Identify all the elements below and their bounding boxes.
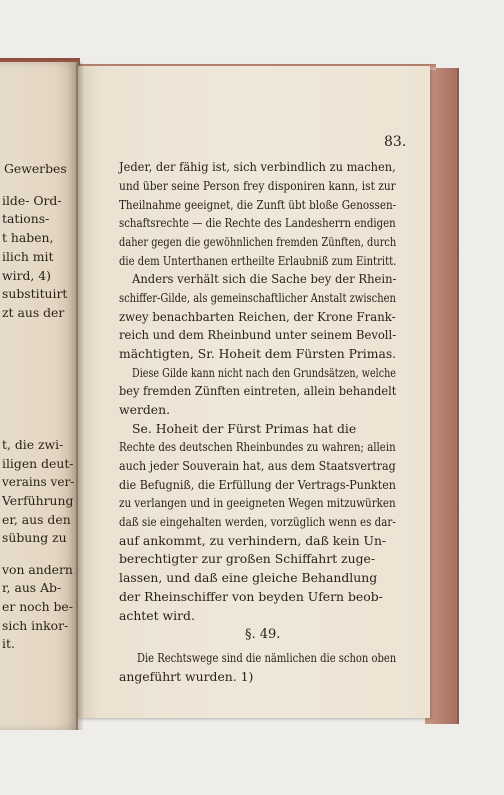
text-line: achtet wird.	[119, 608, 195, 623]
text-line: Rechte des deutschen Rheinbundes zu wahren; allein	[119, 439, 396, 454]
text-line: die dem Unterthanen ertheilte Erlaubniß zum Eintritt.	[119, 253, 397, 268]
left-page-line: it.	[2, 636, 15, 651]
text-line: Anders verhält sich die Sache bey der Rhein-	[132, 271, 397, 286]
left-page-line: iligen deut-	[2, 456, 74, 471]
left-page-line: t haben,	[2, 230, 54, 245]
left-page-line: er, aus den	[2, 512, 71, 527]
text-line: schiffer-Gilde, als gemeinschaftlicher Anstalt zwischen	[119, 290, 396, 305]
text-line: und über seine Person frey disponiren kann, ist zur	[119, 178, 396, 193]
left-page-line: verains ver-	[2, 474, 75, 489]
text-line: daß sie eingehalten werden, vorzüglich wenn es dar-	[119, 514, 396, 529]
left-page-line: ilde- Ord-	[2, 193, 62, 208]
text-line: werden.	[119, 402, 171, 417]
book-cover-edge	[425, 68, 459, 724]
text-line: reich und dem Rheinbund unter seinem Bevoll-	[119, 327, 397, 342]
text-line: lassen, und daß eine gleiche Behandlung	[119, 570, 378, 585]
left-page-line: r, aus Ab-	[2, 580, 62, 595]
section-heading: §. 49.	[245, 627, 281, 642]
left-page-line: zt aus der	[2, 305, 65, 320]
text-line: Se. Hoheit der Fürst Primas hat die	[132, 421, 357, 436]
left-page-line: Verführung	[2, 493, 74, 508]
text-line: berechtigter zur großen Schiffahrt zuge-	[119, 551, 376, 566]
book-gutter	[76, 62, 84, 730]
text-line: der Rheinschiffer von beyden Ufern beob-	[119, 589, 383, 604]
text-line: bey fremden Zünften eintreten, allein behandelt	[119, 383, 397, 398]
left-page-line: sübung zu	[2, 530, 67, 545]
text-line: auf ankommt, zu verhindern, daß kein Un-	[119, 533, 387, 548]
text-line: die Befugniß, die Erfüllung der Vertrags-Punkten	[119, 477, 396, 492]
left-page-line: er noch be-	[2, 599, 73, 614]
text-line: zwey benachbarten Reichen, der Krone Frank-	[119, 309, 396, 324]
text-line: schaftsrechte — die Rechte des Landesherrn endigen	[119, 215, 396, 230]
left-page-line: t, die zwi-	[2, 437, 64, 452]
text-line: Jeder, der fähig ist, sich verbindlich zu machen,	[119, 159, 396, 174]
left-page-line: wird, 4)	[2, 268, 52, 283]
left-page-line: von andern	[2, 562, 73, 577]
text-line: mächtigten, Sr. Hoheit dem Fürsten Primas.	[119, 346, 397, 361]
left-page-line: ilich mit	[2, 249, 54, 264]
text-line: daher gegen die gewöhnlichen fremden Zünften, durch	[119, 234, 397, 249]
left-page-line: Gewerbes	[4, 161, 67, 176]
text-line: Theilnahme geeignet, die Zunft übt bloße Genossen-	[119, 197, 397, 212]
left-page-line: substituirt	[2, 286, 68, 301]
text-line: auch jeder Souverain hat, aus dem Staatsvertrag	[119, 458, 396, 473]
text-line: zu verlangen und in geeigneten Wegen mitzuwürken	[119, 495, 396, 510]
left-page-line: tations-	[2, 211, 50, 226]
text-line: Diese Gilde kann nicht nach den Grundsätzen, welche	[132, 365, 396, 380]
text-line: angeführt wurden. 1)	[119, 669, 254, 684]
left-page-line: sich inkor-	[2, 618, 69, 633]
page-number: 83.	[384, 134, 407, 150]
text-line: Die Rechtswege sind die nämlichen die schon oben	[137, 650, 397, 665]
